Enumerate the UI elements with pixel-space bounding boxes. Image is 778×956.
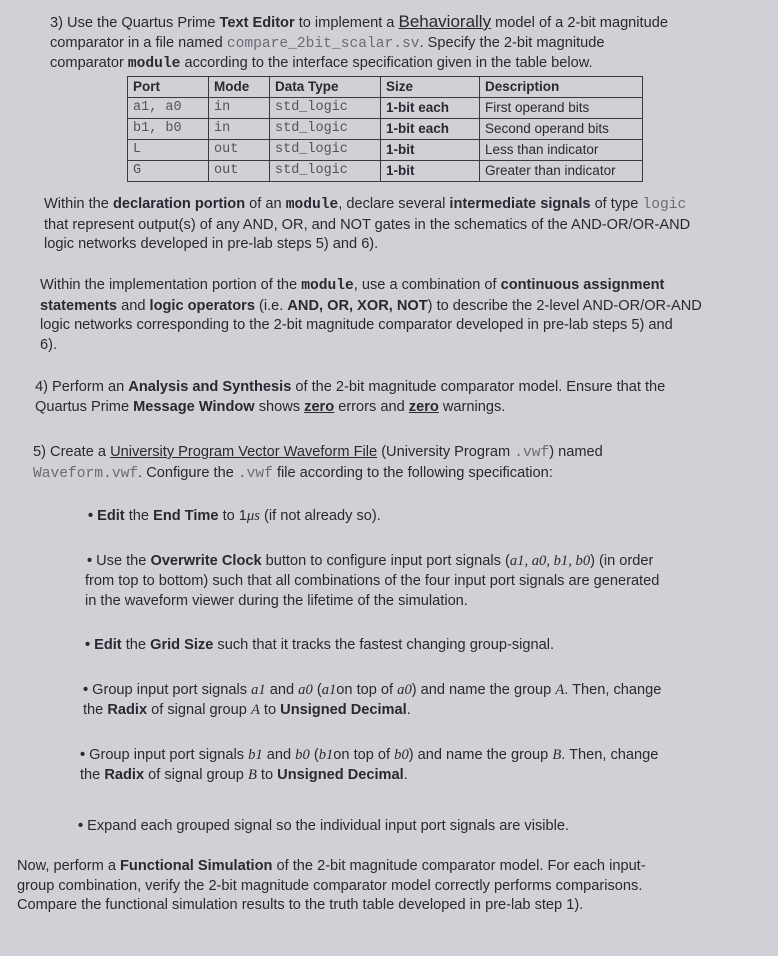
port-cell: a1, a0: [128, 98, 209, 119]
header-cell: Size: [381, 77, 480, 98]
type-cell: std_logic: [270, 119, 381, 140]
table-row: [128, 98, 643, 119]
table-row: [128, 119, 643, 140]
size-cell: 1-bit each: [381, 119, 480, 140]
bullet-icon: •: [78, 818, 84, 834]
bullet-overwrite-clock: • Use the Overwrite Clock button to configure input port signals (a1, a0, b1, b0) (in order: [87, 553, 654, 569]
bullet-group-a: • Group input port signals a1 and a0 (a1on top of a0) and name the group A. Then, change the Radix of signal group A to Unsigned Decimal.: [83, 682, 662, 718]
header-cell: Data Type: [270, 77, 381, 98]
bullet-grid-size: • Edit the Grid Size such that it tracks the fastest changing group-signal.: [85, 637, 555, 653]
type-cell: std_logic: [270, 140, 381, 161]
type-cell: std_logic: [270, 161, 381, 182]
port-cell: L: [128, 140, 209, 161]
step5-paragraph: 5) Create a University Program Vector Waveform File (University Program .vwf) named Waveform.vwf. Configure the .vwf file according to the following specification:: [33, 444, 603, 482]
declaration-paragraph: Within the declaration portion of an module, declare several intermediate signals of type logic that represent output(s) of any AND, OR, and NOT gates in the schematics of the AND-OR/OR-AND logic networks developed in pre-lab steps 5) and 6).: [44, 196, 691, 252]
header-cell: Description: [480, 77, 643, 98]
port-cell: b1, b0: [128, 119, 209, 140]
table-row: [128, 161, 643, 182]
header-cell: Mode: [209, 77, 270, 98]
size-cell: 1-bit: [381, 140, 480, 161]
step4-paragraph: 4) Perform an Analysis and Synthesis of the 2-bit magnitude comparator model. Ensure that the Quartus Prime Message Window shows zero errors and zero warnings.: [35, 379, 666, 415]
bullet-expand: • Expand each grouped signal so the individual input port signals are visible.: [78, 818, 570, 834]
size-cell: 1-bit: [381, 161, 480, 182]
description-cell: Second operand bits: [480, 119, 643, 140]
bullet-overwrite-clock-cont: from top to bottom) such that all combinations of the four input port signals are generated in the waveform viewer during the lifetime of the simulation.: [85, 573, 660, 609]
bullet-end-time: • Edit the End Time to 1μs (if not already so).: [88, 508, 381, 524]
mode-cell: out: [209, 161, 270, 182]
description-cell: Less than indicator: [480, 140, 643, 161]
table-row: [128, 140, 643, 161]
mode-cell: in: [209, 98, 270, 119]
mode-cell: out: [209, 140, 270, 161]
port-cell: G: [128, 161, 209, 182]
type-cell: std_logic: [270, 98, 381, 119]
step3-paragraph: 3) Use the Quartus Prime Text Editor to implement a Behaviorally model of a 2-bit magnitude comparator in a file named compare_2bit_scalar.sv. Specify the 2-bit magnitude comparator module according to the interface specification given in the table below.: [50, 12, 668, 72]
bullet-icon: •: [80, 747, 86, 763]
bullet-icon: •: [85, 637, 91, 653]
implementation-paragraph: Within the implementation portion of the module, use a combination of continuous assignment statements and logic operators (i.e. AND, OR, XOR, NOT) to describe the 2-level AND-OR/OR-AND logic networks corresponding to the 2-bit magnitude comparator developed in pre-lab steps 5) and 6).: [40, 277, 702, 353]
description-cell: Greater than indicator: [480, 161, 643, 182]
interface-table: [127, 76, 643, 182]
mode-cell: in: [209, 119, 270, 140]
bullet-icon: •: [87, 553, 93, 569]
final-paragraph: Now, perform a Functional Simulation of the 2-bit magnitude comparator model. For each input- group combination, verify the 2-bit magnitude comparator model correctly performs comparisons. Compare the functional simulation results to the truth table developed in pre-lab step 1).: [17, 858, 646, 913]
description-cell: First operand bits: [480, 98, 643, 119]
header-cell: Port: [128, 77, 209, 98]
bullet-icon: •: [88, 508, 94, 524]
bullet-group-b: • Group input port signals b1 and b0 (b1on top of b0) and name the group B. Then, change the Radix of signal group B to Unsigned Decimal.: [80, 747, 659, 783]
bullet-icon: •: [83, 682, 89, 698]
table-header-row: [128, 77, 643, 98]
size-cell: 1-bit each: [381, 98, 480, 119]
